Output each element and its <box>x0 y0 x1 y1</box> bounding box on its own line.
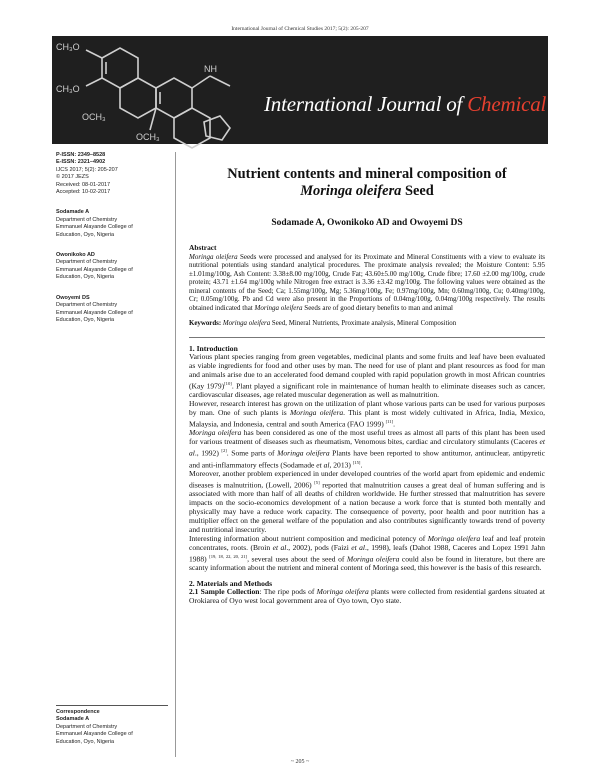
citation-ref: [19, 18, 22, 20, 21] <box>209 553 248 559</box>
citation-ref: [10] <box>224 380 232 386</box>
text-run: ., 2002), pods (Faizi <box>286 542 352 552</box>
paragraph <box>189 400 545 429</box>
issn-meta <box>56 152 170 196</box>
affiliation-block <box>56 295 170 325</box>
molecule-label: NH <box>204 64 217 74</box>
molecule-label: CH₃O <box>56 42 80 52</box>
abstract-heading: Abstract <box>189 243 217 252</box>
journal-banner <box>52 36 610 144</box>
methods-body <box>189 588 545 606</box>
text-run: Moreover, another problem experienced in under developed countries of the world apart from epidemic and endemic diseases is malnutrition, (Lowell, 2006) <box>189 468 545 490</box>
paragraph <box>189 535 545 573</box>
section-heading-introduction: 1. Introduction <box>189 343 238 353</box>
molecule-label: OCH₃ <box>82 112 106 122</box>
paragraph <box>189 588 545 606</box>
species-italic: Moringa oleifera <box>290 407 344 417</box>
correspondence-line: Emmanuel Alayande College of <box>56 731 133 738</box>
text-run: However, research interest has grown on the utilization of plant whose various parts can be used for various purposes by man. One of such plants is <box>189 399 545 417</box>
journal-title-part: International Journal of <box>264 92 468 116</box>
text-run: Interesting information about nutrient composition and medicinal potency of <box>189 533 428 543</box>
text-run: ., 1992) <box>194 448 222 458</box>
abstract-italic: Moringa oleifera <box>254 303 303 312</box>
text-run: leaf and leaf protein concentrates, roots. (Broin <box>189 533 545 552</box>
journal-title-part: Studies <box>546 92 610 116</box>
text-run: . Plant played a significant role in maintenance of human health to eliminate diseases such as cancer, cardiovascular diseases, age related muscular degeneration as well as malnutrition. <box>189 381 545 400</box>
correspondence-name: Sodamade A <box>56 716 90 723</box>
affiliation-name: Owoyemi DS <box>56 294 90 301</box>
etal-italic: et al <box>189 437 545 458</box>
affiliation-line: Education, Oyo, Nigeria <box>56 274 115 281</box>
citation: IJCS 2017; 5(2): 205-207 <box>56 166 118 173</box>
article-main <box>189 166 545 606</box>
keywords-divider <box>189 337 545 338</box>
citation-ref: [2] <box>221 448 227 454</box>
keywords-label: Keywords: <box>189 320 223 328</box>
affiliation-line: Department of Chemistry <box>56 259 118 266</box>
journal-title <box>264 92 610 117</box>
text-run: : The ripe pods of <box>259 587 317 597</box>
abstract <box>189 244 545 312</box>
paragraph <box>189 353 545 400</box>
keywords-italic: Moringa oleifera <box>222 320 271 328</box>
affiliation-block <box>56 209 170 239</box>
species-italic: Moringa oleifera <box>316 587 369 597</box>
affiliation-line: Emmanuel Alayande College of <box>56 309 133 316</box>
column-divider <box>175 152 176 757</box>
abstract-text: Seeds are of good dietary benefits to man and animal <box>302 303 453 312</box>
affiliation-line: Department of Chemistry <box>56 302 118 309</box>
text-run: plants were collected from residential gardens situated at Orokiarea of Oyo west local government area of Oyo town, Oyo state. <box>189 587 546 606</box>
title-tail: Seed <box>401 182 434 199</box>
citation-ref: [5] <box>314 479 320 485</box>
copyright: © 2017 JEZS <box>56 174 89 181</box>
correspondence-line: Department of Chemistry <box>56 723 118 730</box>
author-list: Sodamade A, Owonikoko AD and Owoyemi DS <box>271 218 463 228</box>
molecule-label: OCH₃ <box>136 132 160 142</box>
page-number: ~ 205 ~ <box>290 759 310 765</box>
molecule-label: CH₃O <box>56 84 80 94</box>
abstract-text: Seeds were processed and analysed for its Proximate and Mineral Constituents with a view to evaluate its nutritional potentials using standard analytical procedures. The proximate analysis revealed; the Moisture Content: 5.95 ±1.01mg/100g, Ash Content: 3.38±8.00 mg/100g, Crude Fat; 43.60±5.00 mg/100g, Crude fibre; 17.60 ±2.00 mg/100g, crude protein; 43.71 ±1.64 mg/100g while Nitrogen free extract is 3.36 ±3.42 mg/100g. The following values were obtained as the mineral contents of the Seed; Ca; 1.55mg/100g, Mg; 5.36mg/100g, Fe; 0.97mg/100g, Mn; 0.60mg/100g, Cu; 0.40mg/100g, Cr; 0.05mg/100g. Pb and Cd were also present in the Proportions of 0.04mg/100g, 0.04mg/100g respectively. The results obtained indicated that <box>189 252 545 312</box>
etal-italic: et al <box>272 542 287 552</box>
subsection-label: 2.1 Sample Collection <box>189 587 260 597</box>
text-run: , 2013) <box>329 460 353 470</box>
affiliation-line: Emmanuel Alayande College of <box>56 224 133 231</box>
affiliation-line: Education, Oyo, Nigeria <box>56 231 115 238</box>
keywords <box>189 320 545 328</box>
article-title <box>193 166 541 199</box>
title-italic: Moringa oleifera <box>300 182 402 199</box>
etal-italic: et al <box>351 542 366 552</box>
affiliation-name: Sodamade A <box>56 209 90 216</box>
text-run: . Some parts of <box>226 448 278 458</box>
received-date: Received: 08-01-2017 <box>56 181 111 188</box>
correspondence-block <box>56 709 170 746</box>
species-italic: Moringa oleifera <box>346 554 400 564</box>
text-run: . This plant is most widely cultivated in Africa, India, Mexico, Malaysia, and Indonesia, central and south America (FAO 1999) <box>189 407 545 429</box>
print-issn: P-ISSN: 2349–8528 <box>56 152 106 158</box>
text-run: has been considered as one of the most useful trees as almost all parts of this plant has been used for various treatment of diseases such as rheumatism, Venomous bites, cardiac and circulatory stimulants (Caceres <box>189 428 545 447</box>
affiliation-name: Owonikoko AD <box>56 252 95 259</box>
journal-title-accent: Chemical <box>467 92 547 116</box>
electronic-issn: E-ISSN: 2321–4902 <box>56 159 106 166</box>
text-run: reported that malnutrition causes a great deal of human suffering and is associated with more than half of all deaths of children worldwide. He further stressed that malnutrition has severe impacts on the socio-economics development of a nation because a work force that is stunted both mentally and physically may have a reduce work capacity. The consequence of poverty, poor health and poor nutrition has a multiplier effect on the general welfare of the population and also contributes significantly towards trend of poverty and nutritional insecurity. <box>189 480 545 534</box>
etal-italic: et al <box>316 460 330 470</box>
introduction-body <box>189 353 545 573</box>
keywords-text: Seed, Mineral Nutrients, Proximate analysis, Mineral Composition <box>270 320 457 328</box>
text-run: could also be found in literature, but there are scanty information about the nutrient and mineral content of Moringa seed, this however is the basis of this research. <box>189 554 545 573</box>
accepted-date: Accepted: 10-02-2017 <box>56 189 111 196</box>
citation-ref: [11] <box>385 418 394 424</box>
affiliation-line: Department of Chemistry <box>56 216 118 223</box>
section-heading-methods: 2. Materials and Methods <box>189 578 273 588</box>
affiliation-line: Education, Oyo, Nigeria <box>56 316 115 323</box>
text-run: Various plant species ranging from green vegetables, medicinal plants and some fruits and leaf have been evaluated as viable ingredients for food and other uses by man. The need for use of plant and plant resources as food for man and animals arise due to an accelerated food demand coupled with rapid population growth in most African countries (Kay 1979) <box>189 351 545 391</box>
species-italic: Moringa oleifera <box>427 533 481 543</box>
title-line: Nutrient contents and mineral composition of <box>227 166 507 182</box>
text-run: , several uses about the seed of <box>247 554 347 564</box>
abstract-italic: Moringa oleifera <box>189 252 238 261</box>
text-run: ., 1998), leafs (Dahot 1988, Caceres and Lopez 1991 Jahn 1988) <box>189 542 545 564</box>
text-run: . <box>360 460 363 470</box>
correspondence-line: Education, Oyo, Nigeria <box>56 738 115 745</box>
molecule-illustration <box>54 36 244 144</box>
correspondence-divider <box>56 705 168 706</box>
running-head: International Journal of Chemical Studies 2017; 5(2): 205-207 <box>231 26 369 32</box>
species-italic: Moringa oleifera <box>277 448 330 458</box>
text-run: Plants have been reported to show antitumor, antinuclear, antipyretic and anti-inflammatory effects (Sodamade <box>189 448 545 470</box>
sidebar <box>56 152 170 324</box>
affiliation-line: Emmanuel Alayande College of <box>56 266 133 273</box>
correspondence-label: Correspondence <box>56 709 100 715</box>
paragraph <box>189 470 545 535</box>
citation-ref: [15] <box>352 459 361 465</box>
species-italic: Moringa oleifera <box>189 428 242 438</box>
affiliation-block <box>56 252 170 282</box>
paragraph <box>189 429 545 470</box>
text-run: . <box>393 419 396 429</box>
